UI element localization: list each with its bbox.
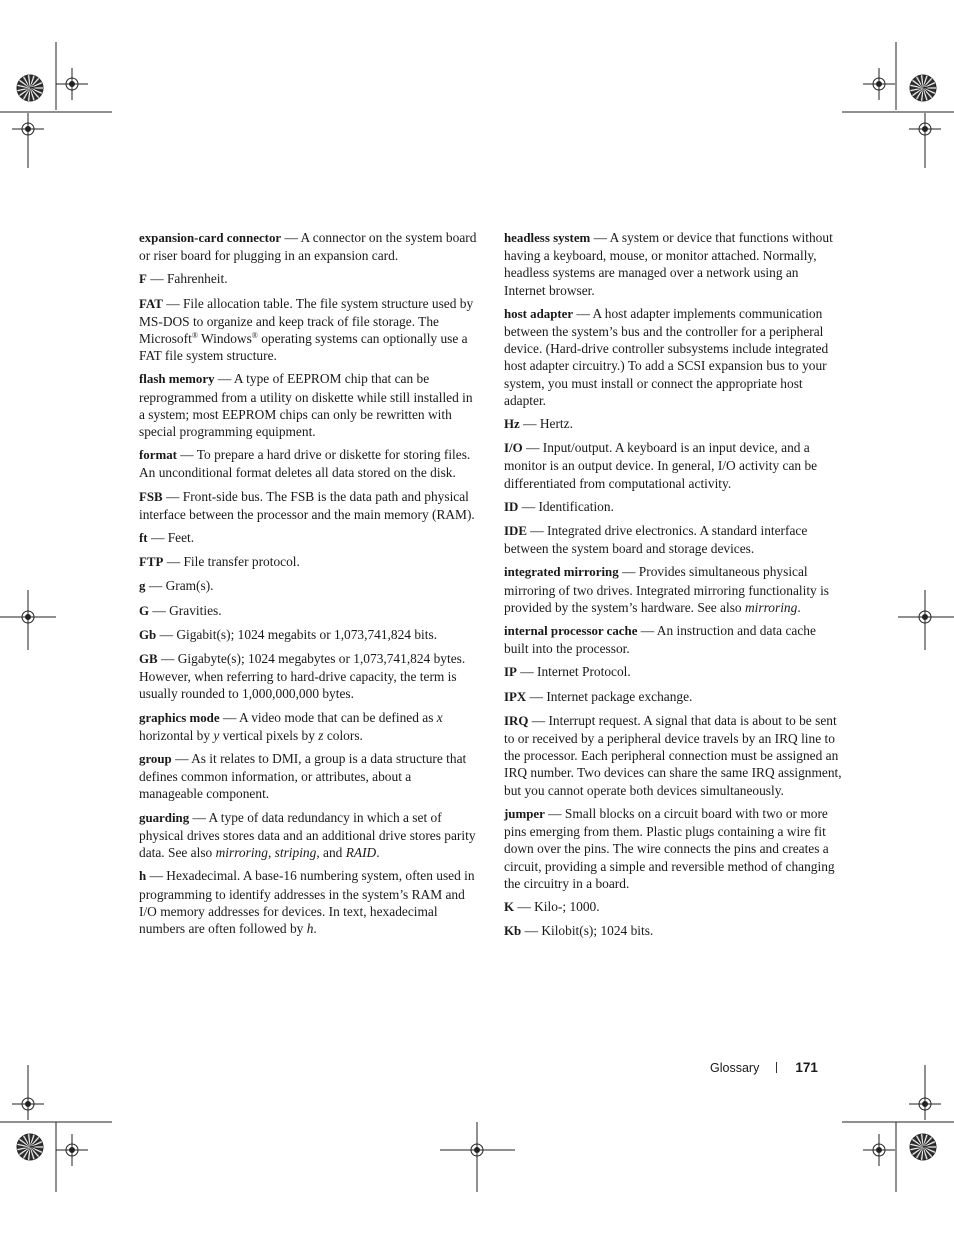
registration-star-mark xyxy=(17,1134,43,1160)
crosshair-mark xyxy=(909,1088,941,1120)
em-dash-separator: — xyxy=(576,305,590,321)
glossary-term: K xyxy=(504,899,515,914)
glossary-term: guarding xyxy=(139,810,190,825)
glossary-term: IRQ xyxy=(504,713,529,728)
glossary-term: format xyxy=(139,448,177,463)
glossary-entry xyxy=(504,805,842,892)
glossary-term: group xyxy=(139,752,172,767)
em-dash-separator: — xyxy=(529,688,543,704)
em-dash-separator: — xyxy=(166,554,181,570)
glossary-definition: A type of data redundancy in which a set of physical drives stores data and an additional drive stores parity data. See also mirroring, striping, and RAID. xyxy=(139,809,476,861)
glossary-definition: A system or device that functions without having a keyboard, mouse, or monitor attached. Normally, headless systems are managed over a network using an Internet browser. xyxy=(504,230,833,298)
glossary-term: FAT xyxy=(139,296,163,311)
footer-section-label: Glossary xyxy=(710,1061,760,1075)
glossary-entry xyxy=(139,709,477,744)
glossary-term: h xyxy=(139,869,147,884)
glossary-entry xyxy=(139,295,477,365)
em-dash-separator: — xyxy=(150,530,165,546)
em-dash-separator: — xyxy=(548,805,562,821)
em-dash-separator: — xyxy=(160,651,175,667)
glossary-term: expansion-card connector xyxy=(139,231,282,245)
glossary-entry xyxy=(504,563,842,616)
glossary-entry xyxy=(504,922,842,940)
glossary-definition: File transfer protocol. xyxy=(183,554,300,570)
glossary-definition: Gravities. xyxy=(169,602,222,618)
glossary-term: IPX xyxy=(504,689,527,704)
glossary-definition: A type of EEPROM chip that can be reprogrammed from a utility on diskette while still installed in a system; most EEPROM chips can only be rewritten with special programming equipment. xyxy=(139,371,473,440)
crosshair-mark xyxy=(863,1134,895,1166)
glossary-entry xyxy=(139,529,477,547)
em-dash-separator: — xyxy=(166,488,180,504)
em-dash-separator: — xyxy=(166,295,180,311)
crosshair-mark xyxy=(56,68,88,100)
glossary-definition: Front-side bus. The FSB is the data path and physical interface between the processor and the main memory (RAM). xyxy=(139,488,475,522)
glossary-definition: Hexadecimal. A base-16 numbering system, often used in programming to identify addresses in the system’s RAM and I/O memory addresses for devices. In text, hexadecimal numbers are often followed by h. xyxy=(139,868,475,936)
em-dash-separator: — xyxy=(149,868,163,884)
glossary-entry xyxy=(139,270,477,288)
em-dash-separator: — xyxy=(222,709,237,725)
glossary-entry xyxy=(139,370,477,440)
glossary-definition: To prepare a hard drive or diskette for storing files. An unconditional format deletes all data stored on the disk. xyxy=(139,447,471,481)
glossary-definition: File allocation table. The file system structure used by MS-DOS to organize and keep track of file storage. The Microsoft® Windows® operating systems can optionally use a FAT file system structure. xyxy=(139,295,474,364)
glossary-entry xyxy=(139,750,477,803)
glossary-term: ft xyxy=(139,531,148,546)
em-dash-separator: — xyxy=(525,440,540,456)
em-dash-separator: — xyxy=(175,751,189,767)
em-dash-separator: — xyxy=(217,371,232,387)
em-dash-separator: — xyxy=(150,271,164,287)
page-number: 171 xyxy=(795,1060,818,1075)
glossary-definition: Kilobit(s); 1024 bits. xyxy=(541,923,654,939)
glossary-term: FTP xyxy=(139,555,164,570)
registration-star-mark xyxy=(17,75,43,101)
glossary-term: I/O xyxy=(504,441,523,456)
glossary-definition: Interrupt request. A signal that data is about to be sent to or received by a peripheral device travels by an IRQ line to the processor. Each peripheral connection must be assigned an IRQ number. Two devices can share the same IRQ assignment, but you cannot operate both devices simultaneously. xyxy=(504,712,842,798)
glossary-term: internal processor cache xyxy=(504,624,638,639)
em-dash-separator: — xyxy=(521,498,536,514)
glossary-term: jumper xyxy=(504,806,545,821)
glossary-term: ID xyxy=(504,499,519,514)
glossary-definition: Gigabit(s); 1024 megabits or 1,073,741,824 bits. xyxy=(176,626,438,642)
glossary-definition: Provides simultaneous physical mirroring of two drives. Integrated mirroring functionality is provided by the system’s hardware. See also mirroring. xyxy=(504,564,830,615)
em-dash-separator: — xyxy=(531,712,546,728)
em-dash-separator: — xyxy=(524,923,538,939)
glossary-term: graphics mode xyxy=(139,710,220,725)
glossary-term: FSB xyxy=(139,489,163,504)
footer-divider xyxy=(776,1062,777,1073)
glossary-entry xyxy=(139,602,477,620)
glossary-entry xyxy=(139,488,477,523)
glossary-entry xyxy=(504,305,842,409)
em-dash-separator: — xyxy=(180,447,194,463)
glossary-definition: Internet Protocol. xyxy=(537,664,631,680)
glossary-term: g xyxy=(139,579,146,594)
glossary-definition: Small blocks on a circuit board with two or more pins emerging from them. Plastic plugs containing a wire fit down over the pins. The wire connects the pins and creates a circuit, providing a simple and reversible method of changing the circuitry in a board. xyxy=(504,805,835,891)
glossary-definition: Gigabyte(s); 1024 megabytes or 1,073,741,824 bytes. However, when referring to hard-drive capacity, the term is usually rounded to 1,000,000,000 bytes. xyxy=(139,651,466,702)
glossary-definition: Gram(s). xyxy=(165,578,214,594)
glossary-entry xyxy=(139,553,477,571)
glossary-definition: As it relates to DMI, a group is a data structure that defines common information, or attributes, about a manageable component. xyxy=(139,751,467,802)
glossary-definition: Hertz. xyxy=(539,416,573,432)
glossary-entry xyxy=(139,626,477,644)
em-dash-separator: — xyxy=(152,602,166,618)
em-dash-separator: — xyxy=(523,416,537,432)
glossary-entry xyxy=(504,415,842,433)
glossary-entry xyxy=(504,663,842,681)
glossary-definition: Kilo-; 1000. xyxy=(534,898,600,914)
glossary-definition: Fahrenheit. xyxy=(166,271,228,287)
glossary-entry xyxy=(139,650,477,703)
em-dash-separator: — xyxy=(640,623,655,639)
glossary-definition: Feet. xyxy=(167,530,195,546)
glossary-definition: A connector on the system board or riser board for plugging in an expansion card. xyxy=(139,230,477,264)
glossary-term: Kb xyxy=(504,924,522,939)
glossary-definition: A host adapter implements communication between the system’s bus and the controller for a peripheral device. (Hard-drive controller subsystems include integrated host adapter circuitry.) To add a SCSI expansion bus to your system, you must install or connect the appropriate host adapter. xyxy=(504,305,829,408)
em-dash-separator: — xyxy=(284,230,298,245)
glossary-definition: Input/output. A keyboard is an input device, and a monitor is an output device. In general, I/O activity can be differentiated from computational activity. xyxy=(504,440,818,491)
glossary-term: IDE xyxy=(504,524,527,539)
crosshair-mark xyxy=(12,1088,44,1120)
glossary-term: GB xyxy=(139,652,158,667)
glossary-term: headless system xyxy=(504,231,591,245)
glossary-entry xyxy=(139,809,477,862)
glossary-definition: Identification. xyxy=(538,498,614,514)
glossary-definition: An instruction and data cache built into the processor. xyxy=(504,623,816,657)
glossary-term: G xyxy=(139,603,150,618)
registration-star-mark xyxy=(910,1134,936,1160)
registration-star-mark xyxy=(910,75,936,101)
glossary-entry xyxy=(504,522,842,557)
glossary-term: Gb xyxy=(139,627,157,642)
glossary-entry xyxy=(504,439,842,492)
em-dash-separator: — xyxy=(530,523,544,539)
crosshair-mark xyxy=(863,68,895,100)
glossary-entry xyxy=(504,898,842,916)
em-dash-separator: — xyxy=(517,898,531,914)
glossary-entry xyxy=(139,577,477,595)
em-dash-separator: — xyxy=(192,809,206,825)
glossary-entry xyxy=(139,446,477,481)
glossary-definition: A video mode that can be defined as x horizontal by y vertical pixels by z colors. xyxy=(139,709,443,743)
page-footer xyxy=(710,1060,818,1075)
glossary-entry xyxy=(139,867,477,937)
glossary-term: IP xyxy=(504,665,517,680)
em-dash-separator: — xyxy=(593,230,608,245)
glossary-entry xyxy=(504,229,842,299)
glossary-entry xyxy=(504,498,842,516)
glossary-entry xyxy=(139,229,477,264)
glossary-definition: Internet package exchange. xyxy=(546,688,693,704)
em-dash-separator: — xyxy=(622,564,636,580)
glossary-term: Hz xyxy=(504,417,520,432)
em-dash-separator: — xyxy=(520,664,534,680)
glossary-column-left xyxy=(139,229,477,943)
glossary-column-right xyxy=(504,229,842,946)
glossary-definition: Integrated drive electronics. A standard interface between the system board and storage devices. xyxy=(504,523,808,557)
glossary-entry xyxy=(504,712,842,799)
glossary-term: F xyxy=(139,272,147,287)
glossary-term: flash memory xyxy=(139,372,215,387)
glossary-entry xyxy=(504,622,842,657)
em-dash-separator: — xyxy=(159,626,173,642)
crosshair-mark xyxy=(56,1134,88,1166)
glossary-entry xyxy=(504,688,842,706)
glossary-term: host adapter xyxy=(504,306,574,321)
em-dash-separator: — xyxy=(148,578,163,594)
glossary-term: integrated mirroring xyxy=(504,565,619,580)
